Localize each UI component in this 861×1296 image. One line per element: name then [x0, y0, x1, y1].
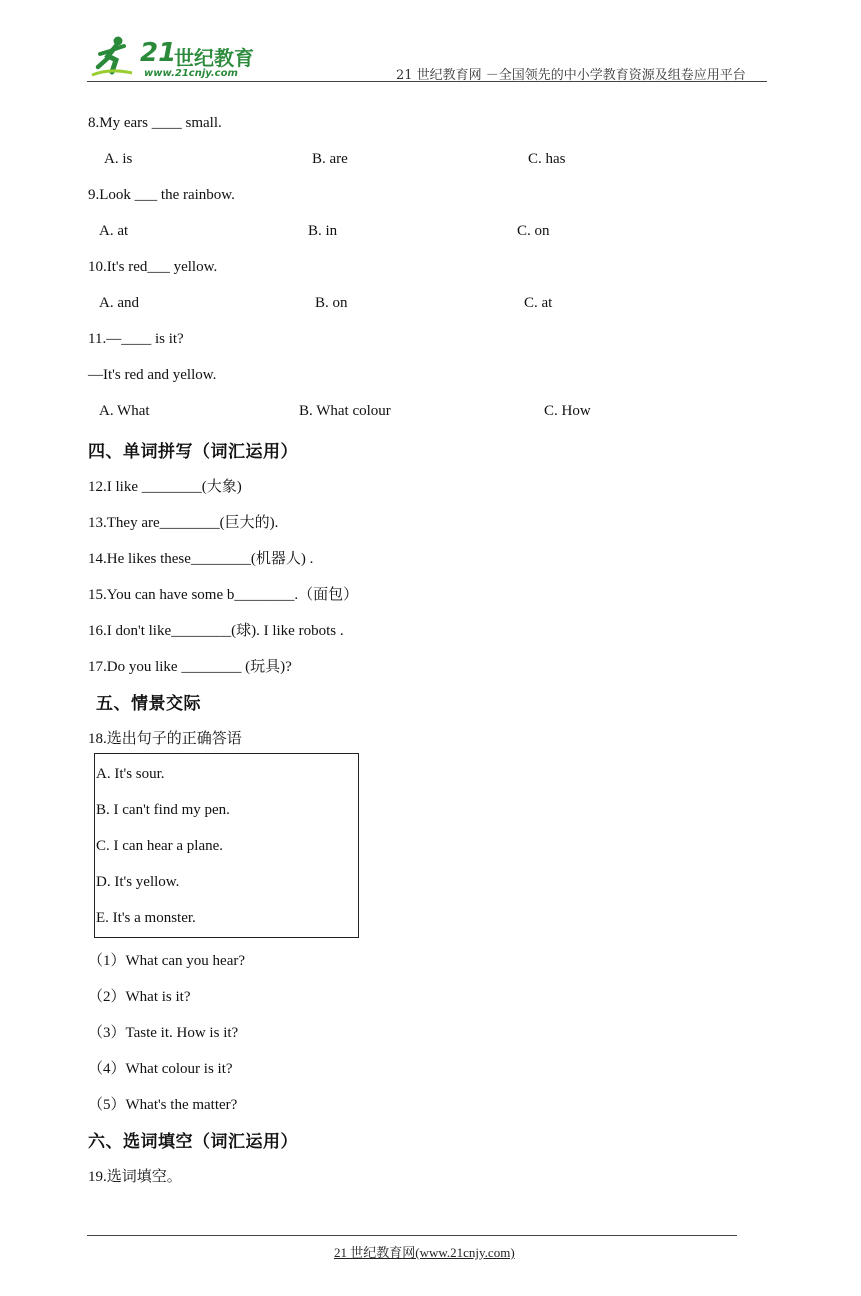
question-13: 13.They are________(巨大的). — [88, 515, 279, 531]
footer-link[interactable]: 21 世纪教育网(www.21cnjy.com) — [334, 1245, 515, 1260]
question-18-stem: 18.选出句子的正确答语 — [88, 731, 242, 747]
question-9-option-c: C. on — [517, 223, 550, 239]
logo-number: 21 — [140, 38, 177, 68]
subquestion-3: （3）Taste it. How is it? — [88, 1025, 239, 1041]
question-14: 14.He likes these________(机器人) . — [88, 551, 314, 567]
question-12: 12.I like ________(大象) — [88, 479, 242, 495]
question-10-option-b: B. on — [315, 295, 348, 311]
question-10-option-a: A. and — [99, 295, 139, 311]
answer-option-b: B. I can't find my pen. — [96, 802, 230, 818]
logo-chinese: 世纪教育 — [174, 46, 254, 70]
section-6-title: 六、选词填空（词汇运用） — [88, 1132, 298, 1152]
subquestion-4: （4）What colour is it? — [88, 1061, 233, 1077]
answer-option-d: D. It's yellow. — [96, 874, 180, 890]
logo-url: www.21cnjy.com — [144, 68, 238, 79]
question-11-option-a: A. What — [99, 403, 150, 419]
question-10-stem: 10.It's red___ yellow. — [88, 259, 218, 275]
subquestion-5: （5）What's the matter? — [88, 1097, 238, 1113]
question-11-option-b: B. What colour — [299, 403, 391, 419]
header-platform-text: 21 世纪教育网 －全国领先的中小学教育资源及组卷应用平台 — [396, 68, 746, 83]
question-10-option-c: C. at — [524, 295, 553, 311]
question-8-option-c: C. has — [528, 151, 566, 167]
section-4-title: 四、单词拼写（词汇运用） — [88, 442, 298, 462]
section-5-title: 五、情景交际 — [96, 694, 201, 714]
answer-option-c: C. I can hear a plane. — [96, 838, 224, 854]
question-8-option-b: B. are — [312, 151, 348, 167]
question-15: 15.You can have some b________.（面包） — [88, 587, 359, 603]
question-8-stem: 8.My ears ____ small. — [88, 115, 222, 131]
site-logo — [90, 34, 270, 80]
question-16: 16.I don't like________(球). I like robots . — [88, 623, 344, 639]
question-11-option-c: C. How — [544, 403, 591, 419]
question-11-stem: 11.—____ is it? — [88, 331, 184, 347]
question-9-stem: 9.Look ___ the rainbow. — [88, 187, 235, 203]
footer-divider — [87, 1235, 737, 1236]
question-9-option-b: B. in — [308, 223, 338, 239]
subquestion-2: （2）What is it? — [88, 989, 191, 1005]
answer-option-a: A. It's sour. — [96, 766, 165, 782]
runner-logo-icon — [90, 34, 134, 78]
header-divider — [87, 81, 767, 82]
question-11-line2: —It's red and yellow. — [88, 367, 217, 383]
answer-option-e: E. It's a monster. — [96, 910, 196, 926]
question-8-option-a: A. is — [104, 151, 133, 167]
question-19-stem: 19.选词填空。 — [88, 1169, 182, 1185]
question-9-option-a: A. at — [99, 223, 129, 239]
question-17: 17.Do you like ________ (玩具)? — [88, 659, 292, 675]
subquestion-1: （1）What can you hear? — [88, 953, 246, 969]
